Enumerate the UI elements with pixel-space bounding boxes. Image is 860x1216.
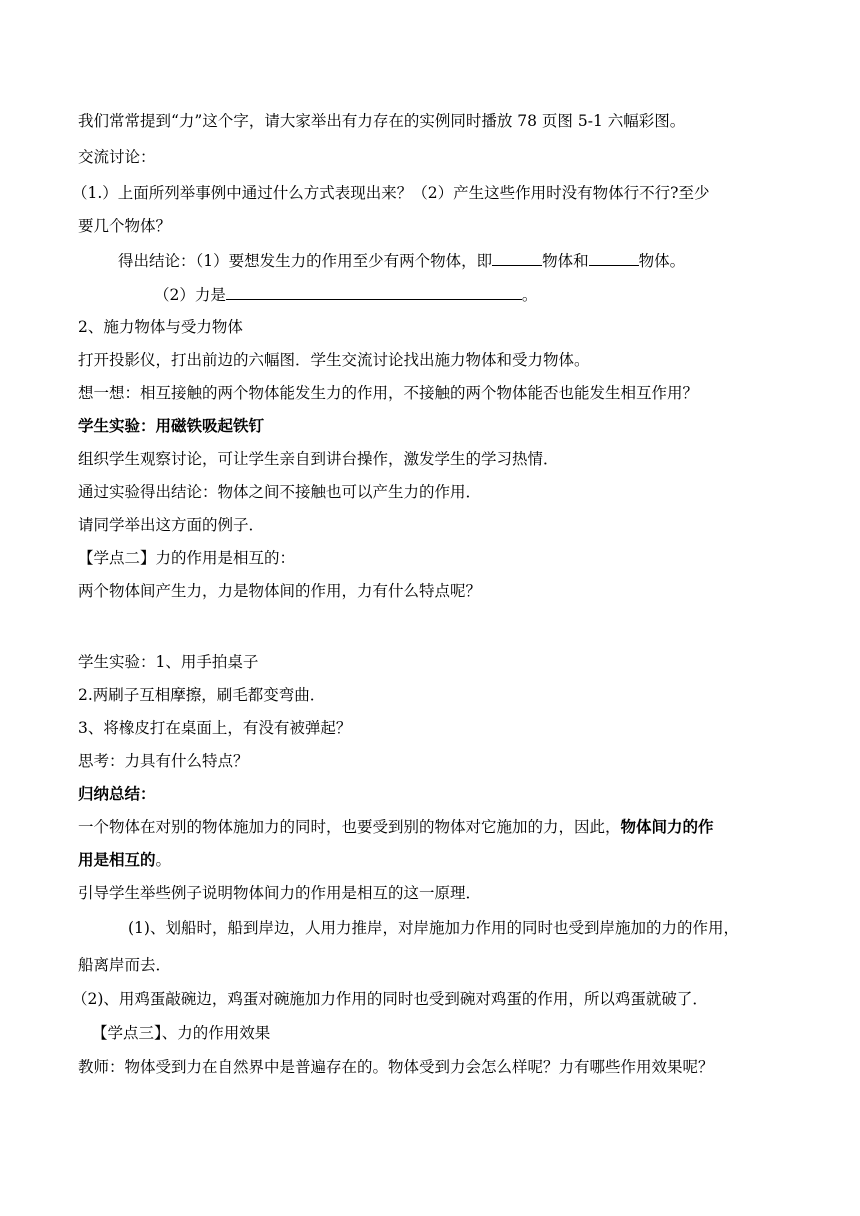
example-request: 请同学举出这方面的例子． — [78, 516, 265, 534]
student-experiment-1: 学生实验：1、用手拍桌子 — [78, 653, 259, 671]
summary-line-1 — [78, 817, 714, 837]
summary-line-1-text: 一个物体在对别的物体施加力的同时，也要受到别的物体对它施加的力，因此， — [78, 818, 621, 836]
point-2-title: 【学点二】力的作用是相互的： — [78, 549, 296, 567]
summary-line-1-emphasis: 物体间力的作 — [620, 817, 714, 836]
section-2-title: 2、施力物体与受力物体 — [78, 318, 243, 336]
summary-line-2-text: 。 — [155, 851, 172, 869]
experiment-conclusion: 通过实验得出结论：物体之间不接触也可以产生力的作用． — [78, 483, 482, 501]
conclusion-2-suffix: 。 — [521, 286, 538, 304]
conclusion-1 — [118, 249, 685, 271]
summary-title: 归纳总结： — [78, 784, 156, 803]
point-2-question: 两个物体间产生力，力是物体间的作用，力有什么特点呢？ — [78, 582, 482, 600]
conclusion-2-prefix: （2）力是 — [154, 286, 226, 304]
discussion-heading: 交流讨论： — [78, 148, 156, 166]
fill-blank-1 — [492, 249, 542, 266]
conclusion-2 — [154, 283, 537, 305]
example-rowing-cont: 船离岸而去． — [78, 956, 172, 974]
intro-line: 我们常常提到“力”这个字，请大家举出有力存在的实例同时播放 78 页图 5-1 六幅彩图。 — [78, 112, 686, 130]
example-egg: （2)、用鸡蛋敲碗边，鸡蛋对碗施加力作用的同时也受到碗对鸡蛋的作用，所以鸡蛋就破了． — [72, 990, 708, 1008]
projector-line: 打开投影仪，打出前边的六幅图．学生交流讨论找出施力物体和受力物体。 — [78, 351, 590, 369]
teacher-line: 教师：物体受到力在自然界中是普遍存在的。物体受到力会怎么样呢？力有哪些作用效果呢？ — [78, 1058, 714, 1076]
student-experiment-3: 3、将橡皮打在桌面上，有没有被弹起？ — [78, 719, 352, 737]
conclusion-1-suffix: 物体。 — [638, 252, 686, 270]
fill-blank-3 — [226, 283, 522, 300]
summary-line-2-emphasis: 用是相互的 — [78, 850, 156, 869]
discussion-question-2: 要几个物体？ — [78, 217, 172, 235]
guide-line: 引导学生举些例子说明物体间力的作用是相互的这一原理． — [78, 884, 482, 902]
example-rowing: (1)、划船时，船到岸边，人用力推岸，对岸施加力作用的同时也受到岸施加的力的作用， — [128, 919, 739, 937]
experiment-title: 学生实验：用磁铁吸起铁钉 — [78, 416, 265, 435]
think-line: 想一想：相互接触的两个物体能发生力的作用，不接触的两个物体能否也能发生相互作用？ — [78, 384, 699, 402]
conclusion-1-prefix: 得出结论：（1）要想发生力的作用至少有两个物体，即 — [118, 252, 493, 270]
organize-line: 组织学生观察讨论，可让学生亲自到讲台操作，激发学生的学习热情． — [78, 450, 559, 468]
fill-blank-2 — [589, 249, 639, 266]
conclusion-1-mid: 物体和 — [542, 252, 589, 270]
summary-line-2 — [78, 850, 171, 870]
discussion-question-1: （1.）上面所列举事例中通过什么方式表现出来？（2）产生这些作用时没有物体行不行?至少 — [72, 184, 710, 202]
think-question: 思考：力具有什么特点？ — [78, 752, 249, 770]
student-experiment-2: 2.两刷子互相摩擦，刷毛都变弯曲． — [78, 686, 326, 704]
point-3-title: 【学点三】、力的作用效果 — [92, 1024, 271, 1042]
